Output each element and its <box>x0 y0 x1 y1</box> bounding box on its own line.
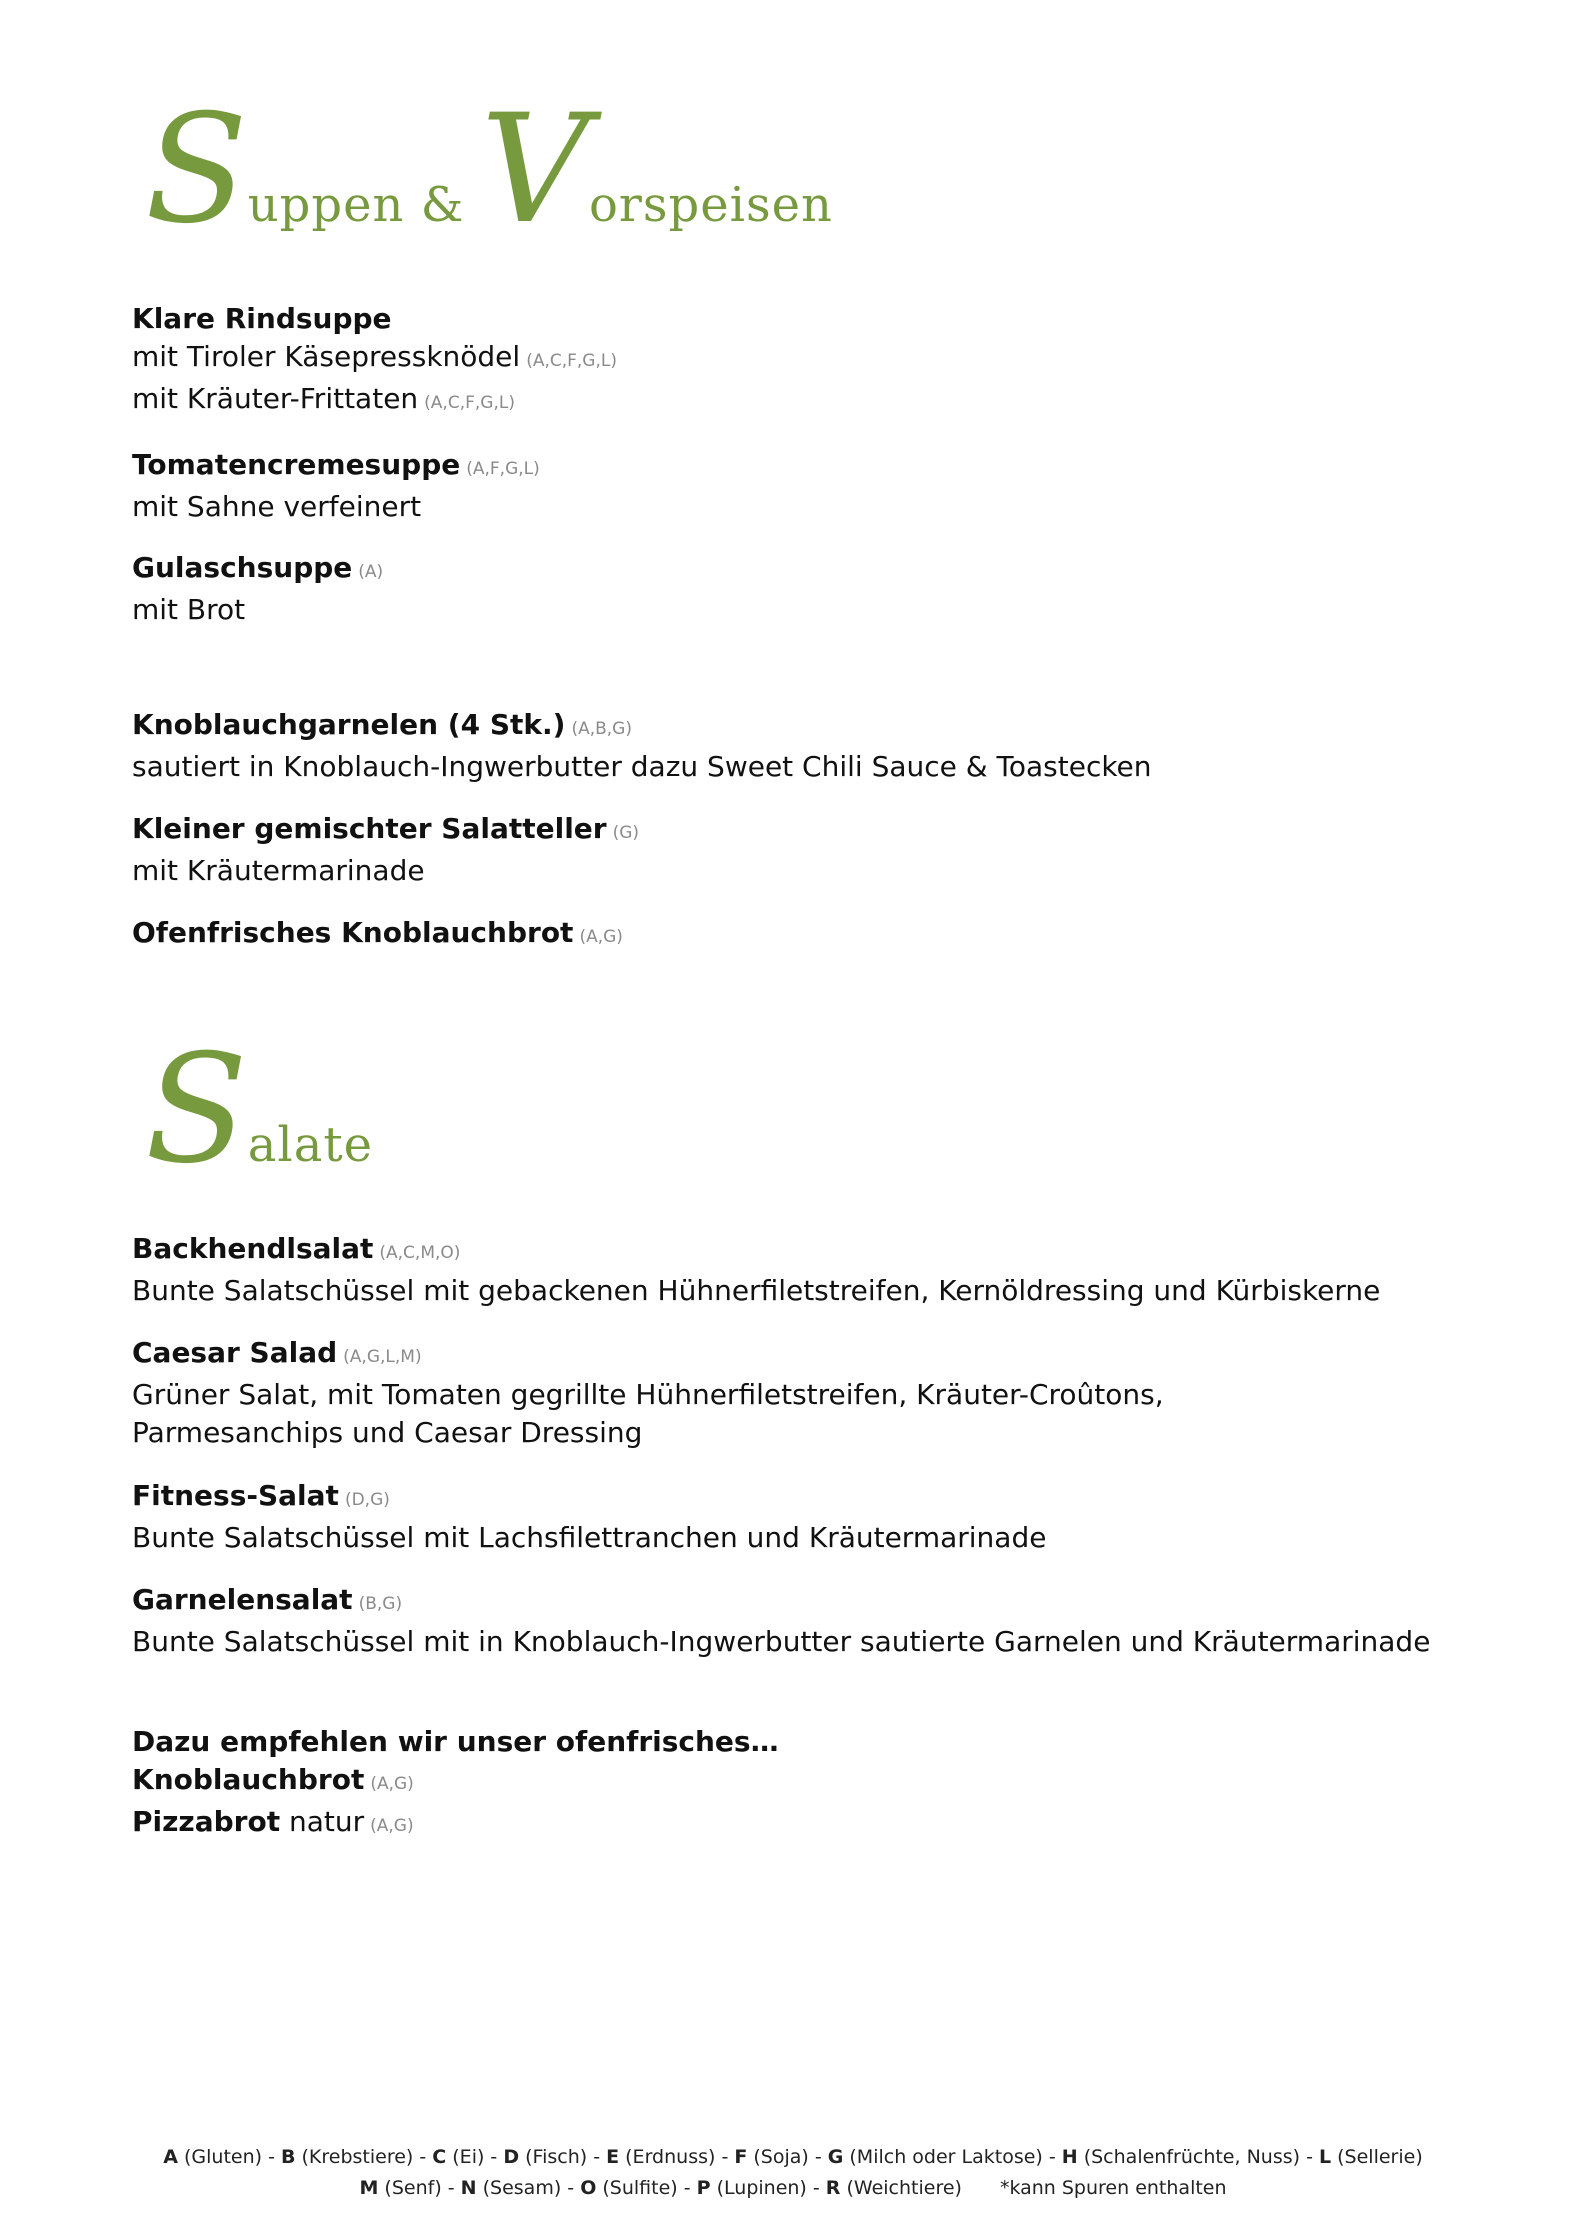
traces-note: *kann Spuren enthalten <box>999 2177 1227 2199</box>
item-title: Backhendlsalat <box>132 1232 374 1265</box>
heading-ampersand: & <box>404 177 481 233</box>
allergen-codes: (A,B,G) <box>571 719 632 739</box>
item-title: Klare Rindsuppe <box>132 302 392 335</box>
heading-initial: S <box>145 83 248 257</box>
item-title: Knoblauchgarnelen (4 Stk.) <box>132 708 566 741</box>
heading-initial: V <box>480 83 590 257</box>
allergen-codes: (G) <box>612 823 640 843</box>
item-desc: mit Tiroler Käsepressknödel (A,C,F,G,L) <box>132 340 617 373</box>
allergen-codes: (A,F,G,L) <box>466 459 540 479</box>
item-title: Fitness-Salat <box>132 1479 339 1512</box>
menu-item <box>132 1230 1380 1310</box>
item-desc: mit Sahne verfeinert <box>132 490 422 523</box>
allergen-codes: (D,G) <box>344 1490 390 1510</box>
item-desc: Bunte Salatschüssel mit Lachsfilettranchen und Kräutermarinade <box>132 1521 1047 1554</box>
heading-text: alate <box>247 1117 374 1173</box>
heading-text: orspeisen <box>589 177 833 233</box>
menu-item <box>132 446 540 526</box>
recommendation-intro: Dazu empfehlen wir unser ofenfrisches… <box>132 1725 779 1758</box>
allergen-codes: (B,G) <box>358 1594 403 1614</box>
item-title: Gulaschsuppe <box>132 551 353 584</box>
recommendation-block <box>132 1723 779 1845</box>
recommended-bread: Pizzabrot natur (A,G) <box>132 1805 414 1838</box>
item-desc: mit Brot <box>132 593 246 626</box>
allergen-codes: (A,C,F,G,L) <box>526 351 617 371</box>
allergen-codes: (A,G,L,M) <box>343 1347 422 1367</box>
item-title: Ofenfrisches Knoblauchbrot <box>132 916 574 949</box>
allergen-codes: (A,C,F,G,L) <box>424 393 515 413</box>
item-desc: mit Kräutermarinade <box>132 854 425 887</box>
allergen-codes: (A,G) <box>370 1774 414 1794</box>
menu-item <box>132 300 617 422</box>
menu-item <box>132 810 639 890</box>
item-title: Garnelensalat <box>132 1583 353 1616</box>
item-desc: Bunte Salatschüssel mit in Knoblauch-Ingwerbutter sautierte Garnelen und Kräutermarinade <box>132 1625 1431 1658</box>
section-heading-suppen-vorspeisen <box>145 83 833 257</box>
menu-item <box>132 914 623 956</box>
allergen-codes: (A,G) <box>579 927 623 947</box>
section-heading-salate <box>145 1023 374 1197</box>
menu-item <box>132 706 1152 786</box>
item-title: Kleiner gemischter Salatteller <box>132 812 607 845</box>
menu-item <box>132 1581 1430 1661</box>
recommended-bread: Knoblauchbrot (A,G) <box>132 1763 414 1796</box>
allergen-legend-line-1: A (Gluten) - B (Krebstiere) - C (Ei) - D (Fisch) - E (Erdnuss) - F (Soja) - G (Milch oder Laktose) - H (Schalenfrüchte, Nuss) - L (Sellerie) <box>163 2146 1423 2168</box>
item-desc: Grüner Salat, mit Tomaten gegrillte Hühnerfiletstreifen, Kräuter-Croûtons, <box>132 1378 1164 1411</box>
item-title: Tomatencremesuppe <box>132 448 461 481</box>
item-desc: sautiert in Knoblauch-Ingwerbutter dazu Sweet Chili Sauce & Toastecken <box>132 750 1152 783</box>
item-desc: Parmesanchips und Caesar Dressing <box>132 1416 643 1449</box>
item-desc: Bunte Salatschüssel mit gebackenen Hühnerfiletstreifen, Kernöldressing und Kürbiskerne <box>132 1274 1381 1307</box>
allergen-codes: (A,G) <box>370 1816 414 1836</box>
menu-item <box>132 1334 1164 1452</box>
allergen-legend <box>0 2142 1586 2204</box>
menu-item <box>132 549 383 629</box>
allergen-codes: (A) <box>358 562 384 582</box>
allergen-legend-line-2: M (Senf) - N (Sesam) - O (Sulfite) - P (Lupinen) - R (Weichtiere) *kann Spuren enthalten <box>359 2177 1227 2199</box>
item-desc: mit Kräuter-Frittaten (A,C,F,G,L) <box>132 382 515 415</box>
allergen-codes: (A,C,M,O) <box>379 1243 461 1263</box>
heading-initial: S <box>145 1023 248 1197</box>
item-title: Caesar Salad <box>132 1336 338 1369</box>
heading-text: uppen <box>247 177 405 233</box>
menu-item <box>132 1477 1046 1557</box>
